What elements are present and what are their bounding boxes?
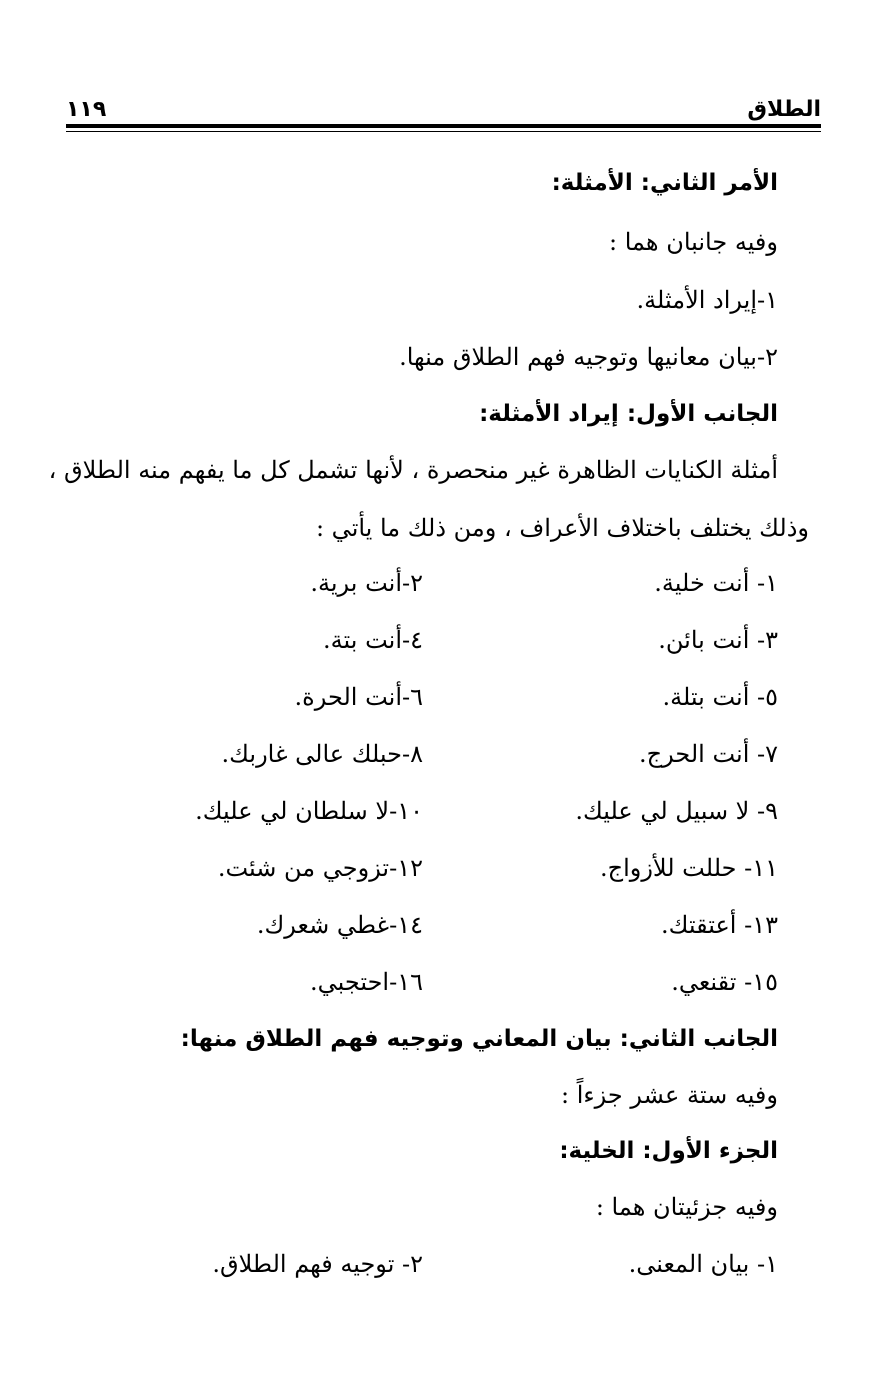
intro-two-sides: وفيه جانبان هما : xyxy=(609,228,778,256)
list-item-1: ١-إيراد الأمثلة. xyxy=(636,286,778,314)
example-item: ٤-أنت بتة. xyxy=(323,626,423,654)
subheading-first-part: الجزء الأول: الخلية: xyxy=(559,1138,778,1164)
subparts-row xyxy=(188,1244,778,1284)
example-item: ٩- لا سبيل لي عليك. xyxy=(575,797,778,825)
example-item: ١١- حللت للأزواج. xyxy=(599,854,778,882)
example-item: ١٤-غطي شعرك. xyxy=(256,911,423,939)
paragraph-line-2: وذلك يختلف باختلاف الأعراف ، ومن ذلك ما يأتي : xyxy=(315,514,809,542)
example-row xyxy=(188,563,778,603)
section-heading-examples: الأمر الثاني: الأمثلة: xyxy=(551,170,778,196)
example-row xyxy=(188,962,778,1002)
example-row xyxy=(188,791,778,831)
subpart-item: ٢- توجيه فهم الطلاق. xyxy=(212,1250,423,1278)
example-item: ٦-أنت الحرة. xyxy=(294,683,423,711)
example-row xyxy=(188,905,778,945)
example-item: ١٥- تقنعي. xyxy=(671,968,778,996)
intro-sixteen-parts: وفيه ستة عشر جزءاً : xyxy=(561,1081,778,1109)
running-header xyxy=(66,88,821,122)
example-row xyxy=(188,620,778,660)
example-item: ٥- أنت بتلة. xyxy=(662,683,778,711)
intro-two-subparts: وفيه جزئيتان هما : xyxy=(595,1193,778,1221)
example-row xyxy=(188,734,778,774)
list-item-2: ٢-بيان معانيها وتوجيه فهم الطلاق منها. xyxy=(399,343,778,371)
header-rule-thin xyxy=(66,131,821,132)
subheading-first-side: الجانب الأول: إيراد الأمثلة: xyxy=(479,401,778,427)
example-item: ٣- أنت بائن. xyxy=(658,626,778,654)
example-item: ١٣- أعتقتك. xyxy=(661,911,778,939)
example-row xyxy=(188,848,778,888)
header-rule-thick xyxy=(66,124,821,128)
example-item: ٢-أنت برية. xyxy=(310,569,423,597)
example-item: ١٦-احتجبي. xyxy=(309,968,423,996)
example-item: ١٢-تزوجي من شئت. xyxy=(217,854,423,882)
page-number: ١١٩ xyxy=(66,97,107,122)
example-item: ١- أنت خلية. xyxy=(654,569,778,597)
paragraph-line-1: أمثلة الكنايات الظاهرة غير منحصرة ، لأنها تشمل كل ما يفهم منه الطلاق ، xyxy=(48,456,778,484)
running-title: الطلاق xyxy=(747,97,821,122)
example-row xyxy=(188,677,778,717)
example-item: ١٠-لا سلطان لي عليك. xyxy=(195,797,423,825)
example-item: ٨-حبلك عالى غاربك. xyxy=(221,740,423,768)
subpart-item: ١- بيان المعنى. xyxy=(628,1250,778,1278)
subheading-second-side: الجانب الثاني: بيان المعاني وتوجيه فهم الطلاق منها: xyxy=(180,1026,778,1052)
example-item: ٧- أنت الحرج. xyxy=(638,740,778,768)
